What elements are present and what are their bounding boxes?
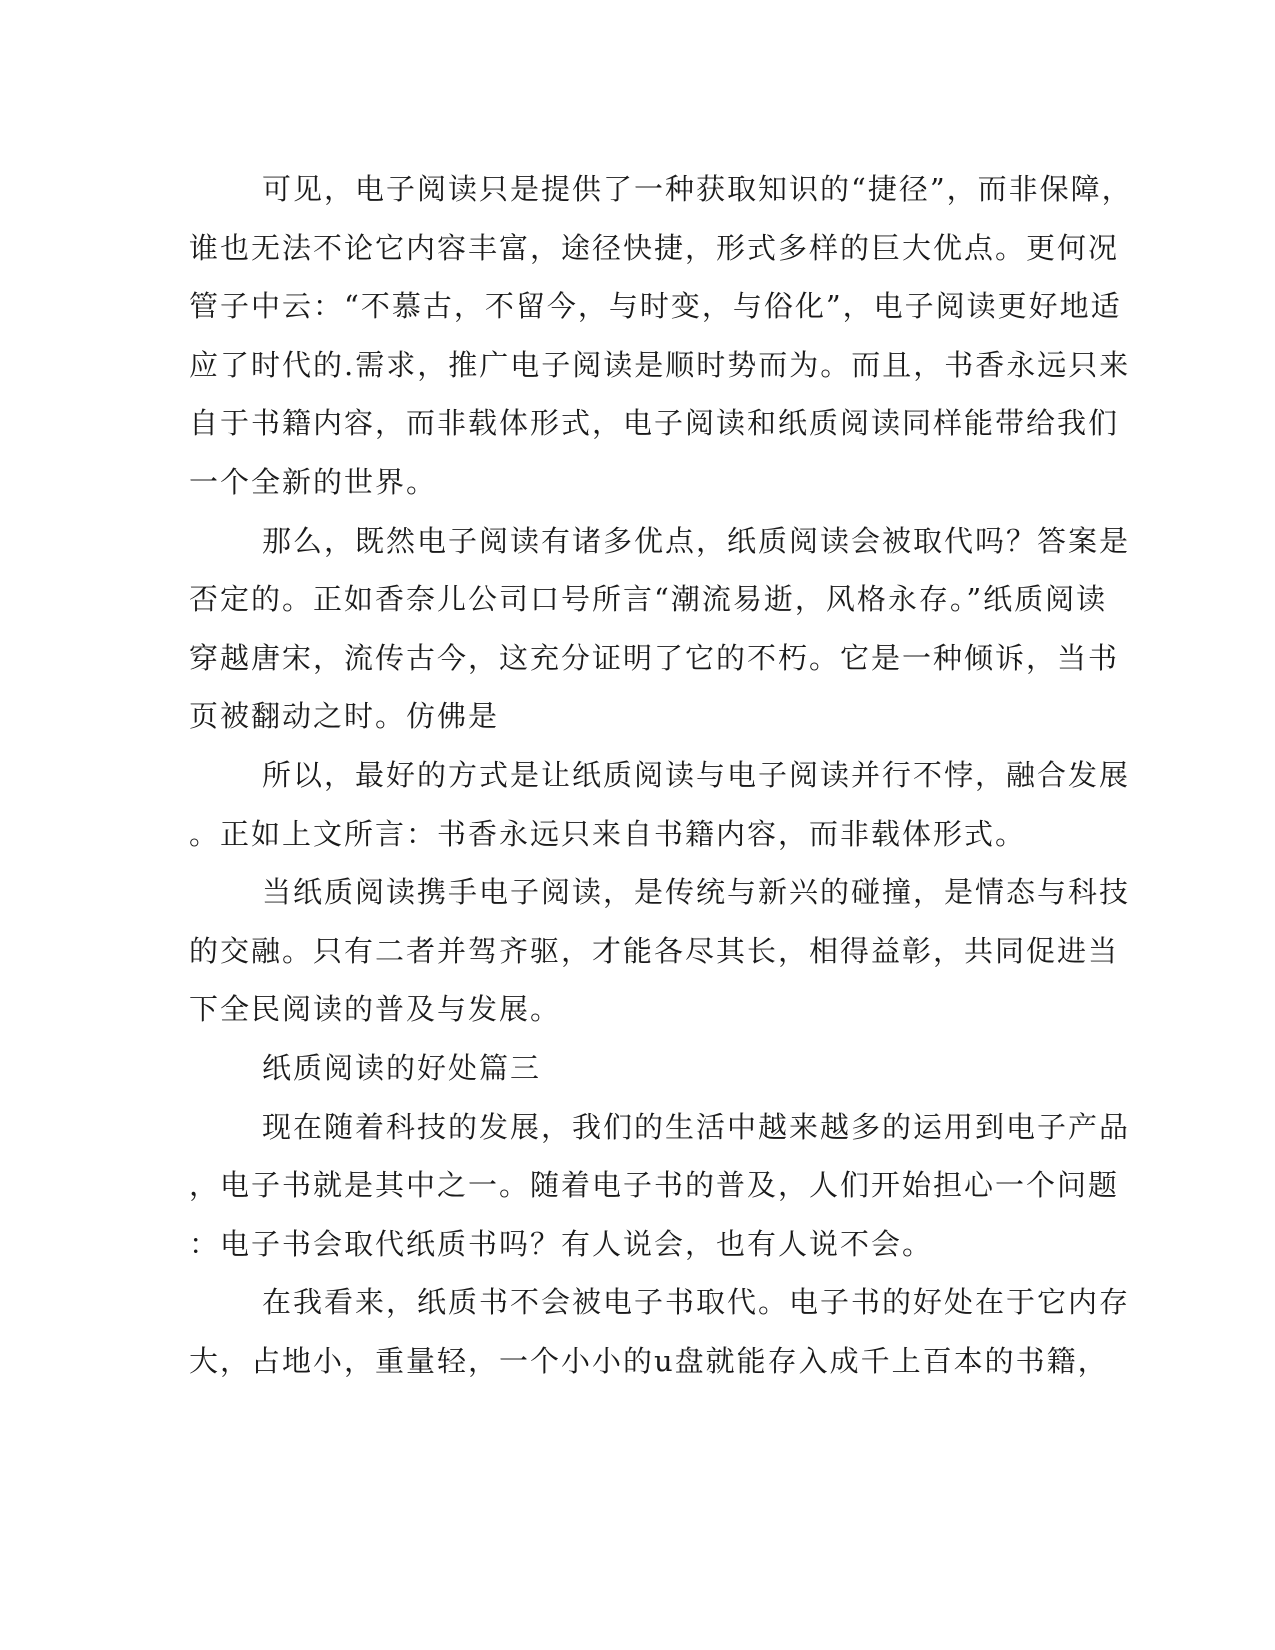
body-text [189,160,1133,1390]
text-line: 在我看来，纸质书不会被电子书取代。电子书的好处在于它内存 [262,1285,1131,1320]
section-heading: 纸质阅读的好处篇三 [262,1050,542,1085]
text-line: 一个全新的世界。 [189,464,438,499]
text-line: 现在随着科技的发展，我们的生活中越来越多的运用到电子产品 [262,1109,1131,1144]
text-line: 下全民阅读的普及与发展。 [189,992,562,1027]
text-line: 所以，最好的方式是让纸质阅读与电子阅读并行不悖，融合发展 [262,757,1131,792]
text-line: 可见，电子阅读只是提供了一种获取知识的“捷径”，而非保障， [262,172,1133,206]
text-line: 应了时代的.需求，推广电子阅读是顺时势而为。而且，书香永远只来 [189,347,1131,382]
text-line: 。正如上文所言：书香永远只来自书籍内容，而非载体形式。 [189,816,1027,851]
text-line: 管子中云：“不慕古，不留今，与时变，与俗化”，电子阅读更好地适 [189,289,1122,324]
text-line: ，电子书就是其中之一。随着电子书的普及，人们开始担心一个问题 [189,1168,1120,1203]
text-line: 那么，既然电子阅读有诸多优点，纸质阅读会被取代吗？答案是 [262,523,1131,558]
text-line: 页被翻动之时。仿佛是 [189,699,500,734]
text-line: 自于书籍内容，而非载体形式，电子阅读和纸质阅读同样能带给我们 [189,406,1120,441]
text-line: 的交融。只有二者并驾齐驱，才能各尽其长，相得益彰，共同促进当 [189,933,1120,968]
text-line: 当纸质阅读携手电子阅读，是传统与新兴的碰撞，是情态与科技 [262,875,1131,910]
text-line: 否定的。正如香奈儿公司口号所言“潮流易逝，风格永存。”纸质阅读 [189,582,1108,617]
text-line: 大，占地小，重量轻，一个小小的u盘就能存入成千上百本的书籍， [189,1343,1109,1378]
text-line: 穿越唐宋，流传古今，这充分证明了它的不朽。它是一种倾诉，当书 [189,640,1120,675]
text-line: ：电子书会取代纸质书吗？有人说会，也有人说不会。 [189,1226,934,1261]
text-line: 谁也无法不论它内容丰富，途径快捷，形式多样的巨大优点。更何况 [189,230,1120,265]
